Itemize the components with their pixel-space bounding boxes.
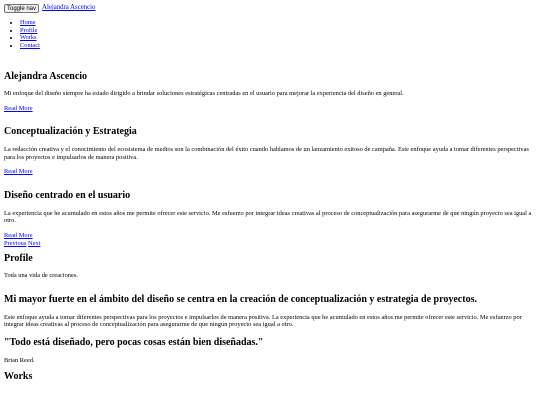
slide-text: La redacción creativa y el conocimiento del ecosistema de medios son la combinación del éxito cuando hablamos de un lanzamiento exitoso de campaña. Este enfoque ayuda a tomar diferentes perspectivas para los proyectos e impulsarlos de manera positiva. [4,146,529,161]
profile-title: Profile [4,253,33,265]
slide-text: La experiencia que he acumulado en estos años me permite ofrecer este servicio. Me esfuerzo por integrar ideas creativas al proceso de conceptualización para asegurarme de que ningún proyecto sea igual a otro. [4,209,532,225]
top-bar [4,3,536,14]
read-more-link[interactable]: Read More [4,231,33,239]
slide-title: Alejandra Ascencio [4,71,88,82]
nav-link-contact[interactable]: Contact [20,41,40,49]
carousel-controls [4,240,536,248]
carousel-previous-link[interactable]: Previous [4,239,27,247]
brand-link[interactable]: Alejandra Ascencio [42,4,96,12]
read-more-link[interactable]: Read More [4,168,33,176]
toggle-nav-button[interactable]: Toggle nav [4,4,39,13]
profile-body: Este enfoque ayuda a tomar diferentes perspectivas para los proyectos e impulsarlos de manera positiva. La experiencia que he acumulado en estos años me permite ofrecer este servicio. Me esfuerzo por integrar ideas creativas al proceso de conceptualización para asegurarme de que ningún proyecto sea igual a otro. [4,313,522,329]
slide-title: Conceptualización y Estrategia [4,126,137,138]
nav-link-profile[interactable]: Profile [20,26,38,34]
carousel [4,71,536,247]
carousel-next-link[interactable]: Next [27,239,41,247]
nav-item-profile [20,27,536,35]
nav-link-works[interactable]: Works [20,34,37,41]
nav-item-contact [20,42,536,50]
profile-headline: Mi mayor fuerte en el ámbito del diseño se centra en la creación de conceptualización y estrategia de proyectos. [4,293,477,305]
slide-title: Diseño centrado en el usuario [4,189,131,201]
works-title: Works [4,371,33,383]
slide-text: Mi enfoque del diseño siempre ha estado dirigido a brindar soluciones estratégicas centradas en el usuario para mejorar la experiencia del diseño en general. [4,90,404,97]
nav-link-home[interactable]: Home [20,19,36,26]
nav-item-home [20,19,536,27]
profile-quote: "Todo está diseñado, pero pocas cosas están bien diseñadas." [4,336,264,348]
nav-item-works [20,34,536,42]
read-more-link[interactable]: Read More [4,104,33,112]
profile-subtitle: Toda una vida de creaciones. [4,272,78,280]
quote-author: Brian Reed. [4,356,35,364]
nav-menu [4,19,536,49]
